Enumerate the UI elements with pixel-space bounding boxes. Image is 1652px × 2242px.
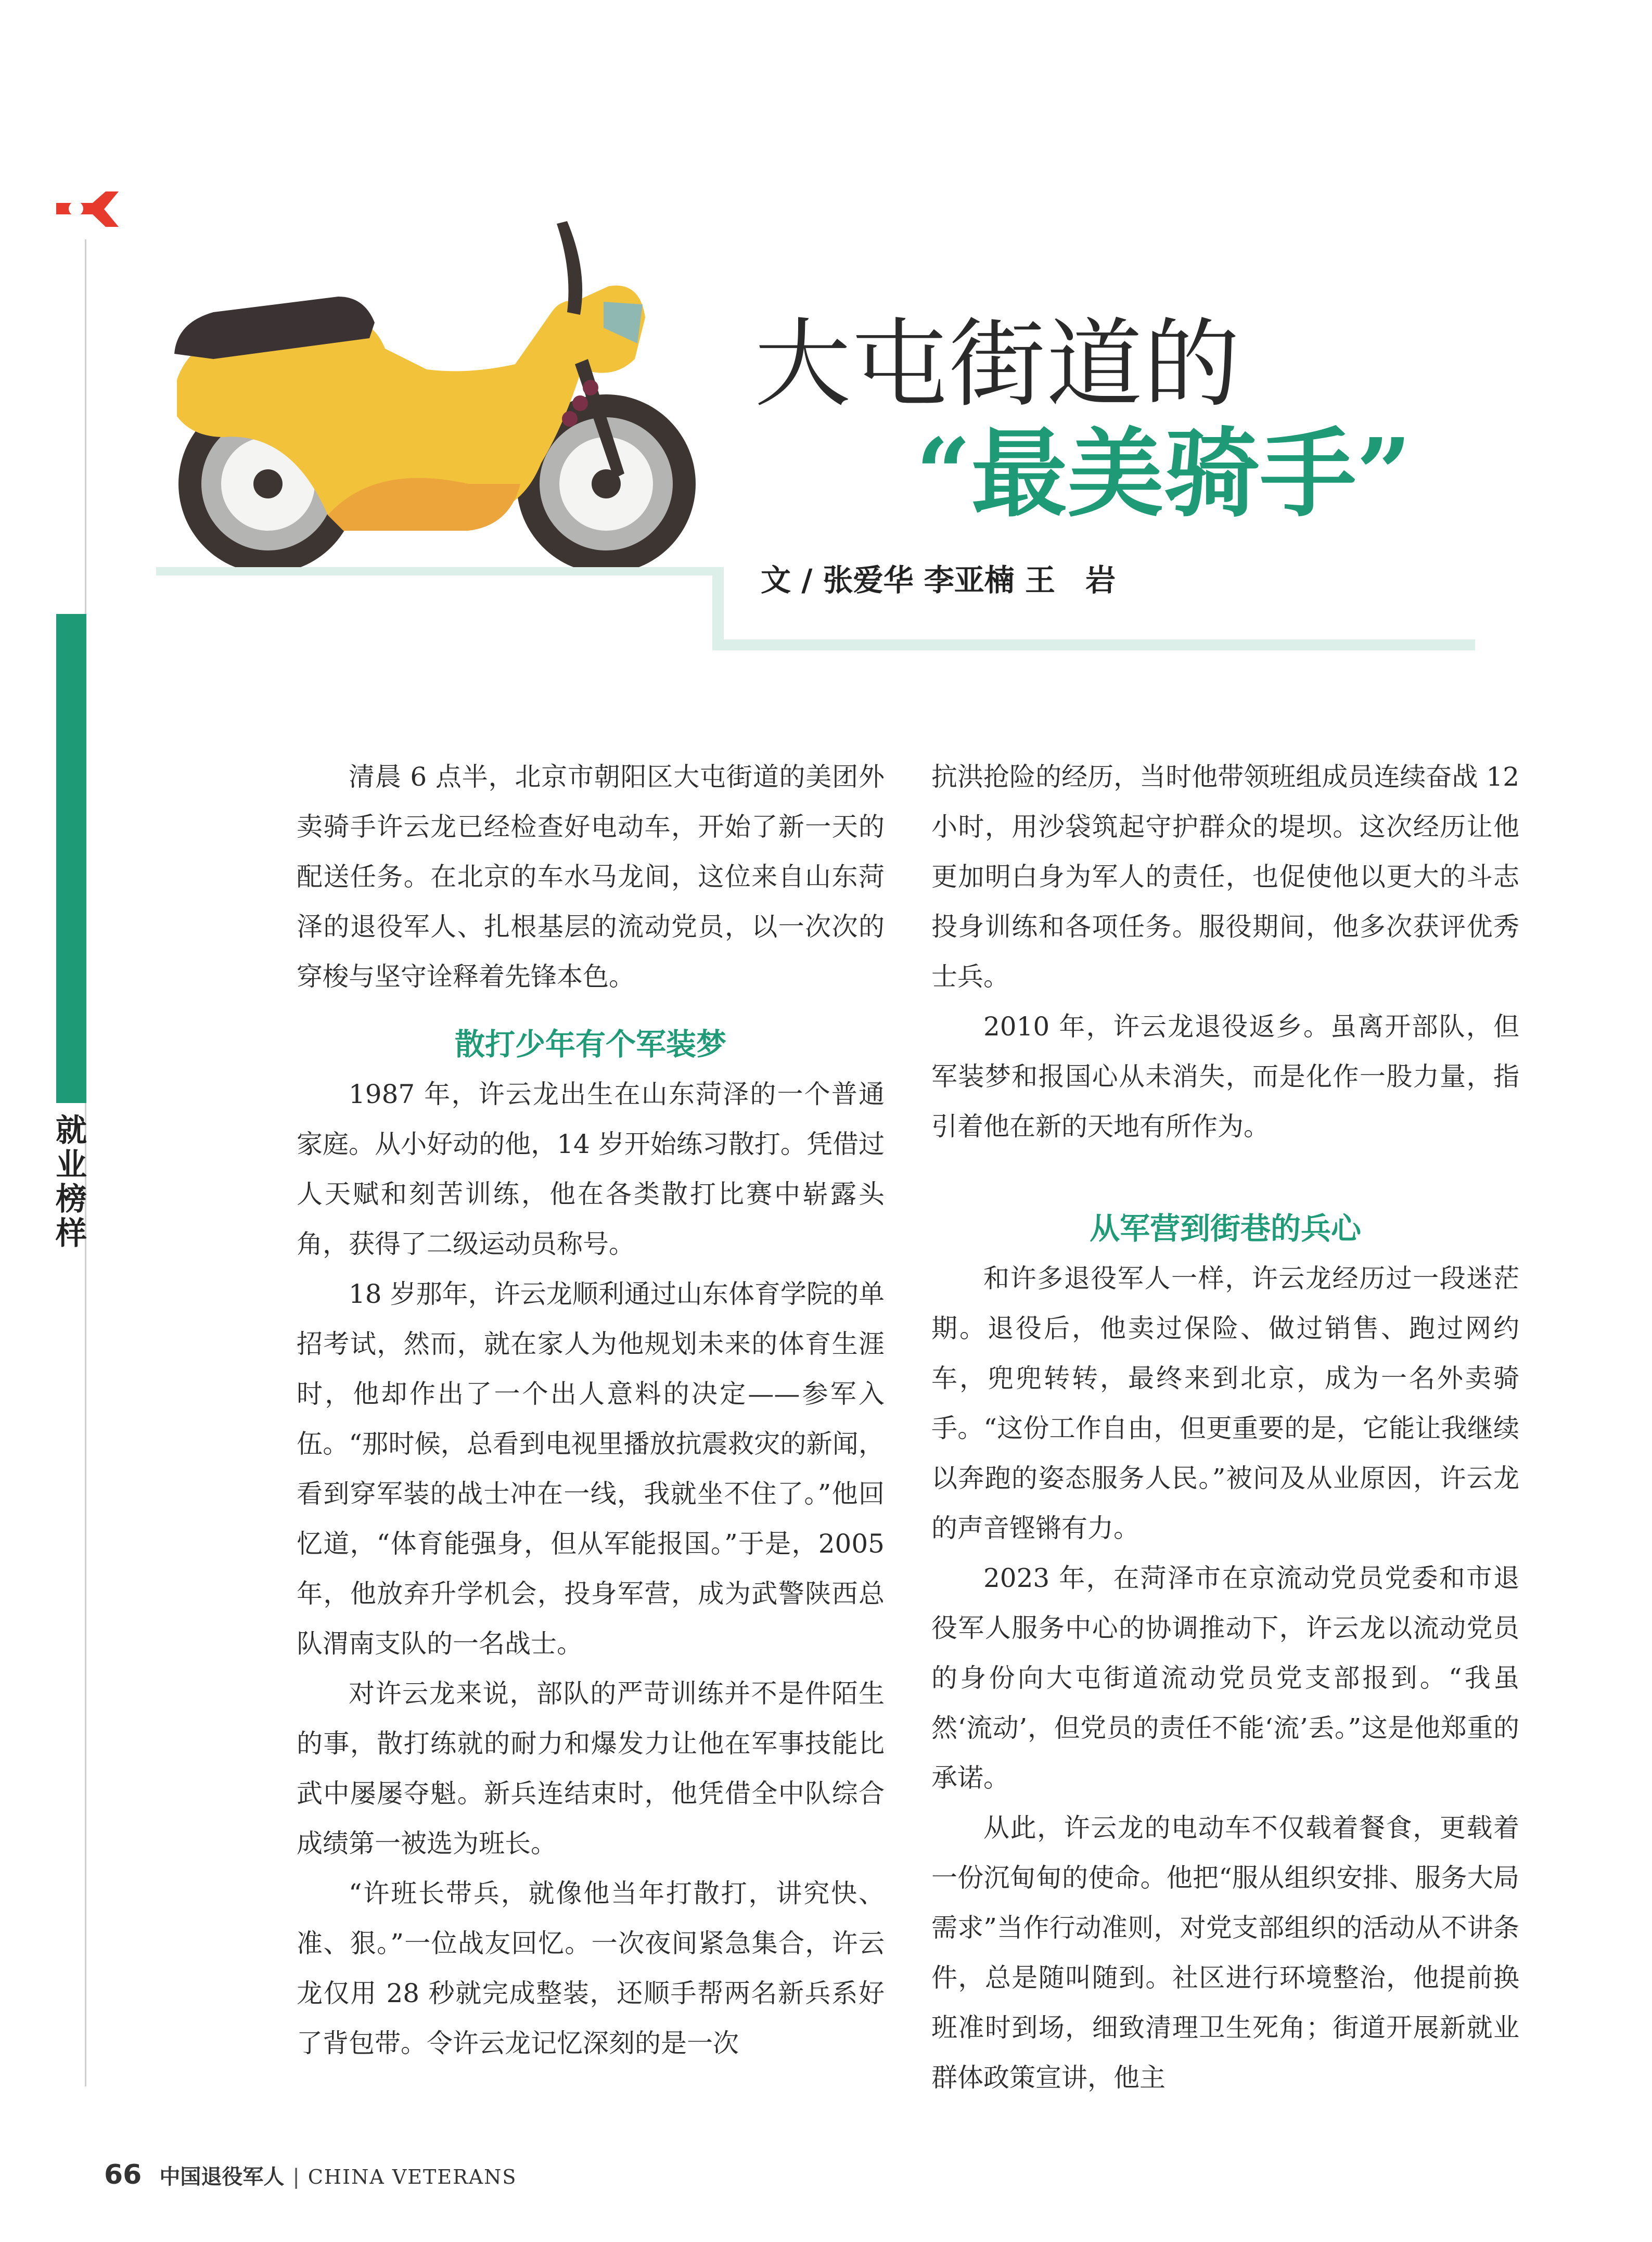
magazine-name-en: CHINA VETERANS	[308, 2166, 517, 2188]
publication-logo-icon	[56, 187, 119, 229]
paragraph: 1987 年，许云龙出生在山东菏泽的一个普通家庭。从小好动的他，14 岁开始练习散打。凭借过人天赋和刻苦训练，他在各类散打比赛中崭露头角，获得了二级运动员称号。	[297, 1079, 885, 1259]
article-column-right	[931, 752, 1519, 2103]
byline: 文 / 张爱华 李亚楠 王 岩	[761, 562, 1116, 598]
paragraph: 18 岁那年，许云龙顺利通过山东体育学院的单招考试，然而，就在家人为他规划未来的体育生涯时，他却作出了一个出人意料的决定——参军入伍。“那时候，总看到电视里播放抗震救灾的新闻，看到穿军装的战士冲在一线，我就坐不住了。”他回忆道，“体育能强身，但从军能报国。”于是，2005 年，他放弃升学机会，投身军营，成为武警陕西总队渭南支队的一名战士。	[297, 1279, 885, 1659]
article-title-line2: “最美骑手”	[916, 417, 1412, 530]
page-number: 66	[104, 2159, 142, 2190]
article-column-left	[297, 752, 885, 2068]
scooter-illustration	[156, 193, 713, 588]
paragraph: 和许多退役军人一样，许云龙经历过一段迷茫期。退役后，他卖过保险、做过销售、跑过网约车，兜兜转转，最终来到北京，成为一名外卖骑手。“这份工作自由，但更重要的是，它能让我继续以奔跑的姿态服务人民。”被问及从业原因，许云龙的声音铿锵有力。	[931, 1263, 1519, 1543]
paragraph: 清晨 6 点半，北京市朝阳区大屯街道的美团外卖骑手许云龙已经检查好电动车，开始了新一天的配送任务。在北京的车水马龙间，这位来自山东菏泽的退役军人、扎根基层的流动党员，以一次次的穿梭与坚守诠释着先锋本色。	[297, 762, 885, 992]
paragraph: 对许云龙来说，部队的严苛训练并不是件陌生的事，散打练就的耐力和爆发力让他在军事技能比武中屡屡夺魁。新兵连结束时，他凭借全中队综合成绩第一被选为班长。	[297, 1679, 885, 1859]
section-label: 就业榜样	[50, 1113, 87, 1251]
subheading: 散打少年有个军装梦	[454, 1027, 726, 1062]
paragraph: “许班长带兵，就像他当年打散打，讲究快、准、狠。”一位战友回忆。一次夜间紧急集合，许云龙仅用 28 秒就完成整装，还顺手帮两名新兵系好了背包带。令许云龙记忆深刻的是一次	[297, 1878, 885, 2058]
footer-separator: |	[292, 2165, 300, 2189]
page-footer	[104, 2159, 517, 2190]
article-title-line1: 大屯街道的	[754, 308, 1241, 420]
paragraph: 从此，许云龙的电动车不仅载着餐食，更载着一份沉甸甸的使命。他把“服从组织安排、服务大局需求”当作行动准则，对党支部组织的活动从不讲条件，总是随叫随到。社区进行环境整治，他提前换班准时到场，细致清理卫生死角；街道开展新就业群体政策宣讲，他主	[931, 1813, 1519, 2093]
paragraph: 2010 年，许云龙退役返乡。虽离开部队，但军装梦和报国心从未消失，而是化作一股力量，指引着他在新的天地有所作为。	[931, 1011, 1519, 1142]
section-color-bar	[56, 614, 86, 1103]
paragraph: 2023 年，在菏泽市在京流动党员党委和市退役军人服务中心的协调推动下，许云龙以流动党员的身份向大屯街道流动党员党支部报到。“我虽然‘流动’，但党员的责任不能‘流’丢。”这是他郑重的承诺。	[931, 1563, 1519, 1793]
paragraph: 抗洪抢险的经历，当时他带领班组成员连续奋战 12 小时，用沙袋筑起守护群众的堤坝。这次经历让他更加明白身为军人的责任，也促使他以更大的斗志投身训练和各项任务。服役期间，他多次获评优秀士兵。	[931, 762, 1519, 992]
magazine-name-cn: 中国退役军人	[159, 2165, 285, 2189]
subheading: 从军营到街巷的兵心	[1089, 1211, 1361, 1246]
